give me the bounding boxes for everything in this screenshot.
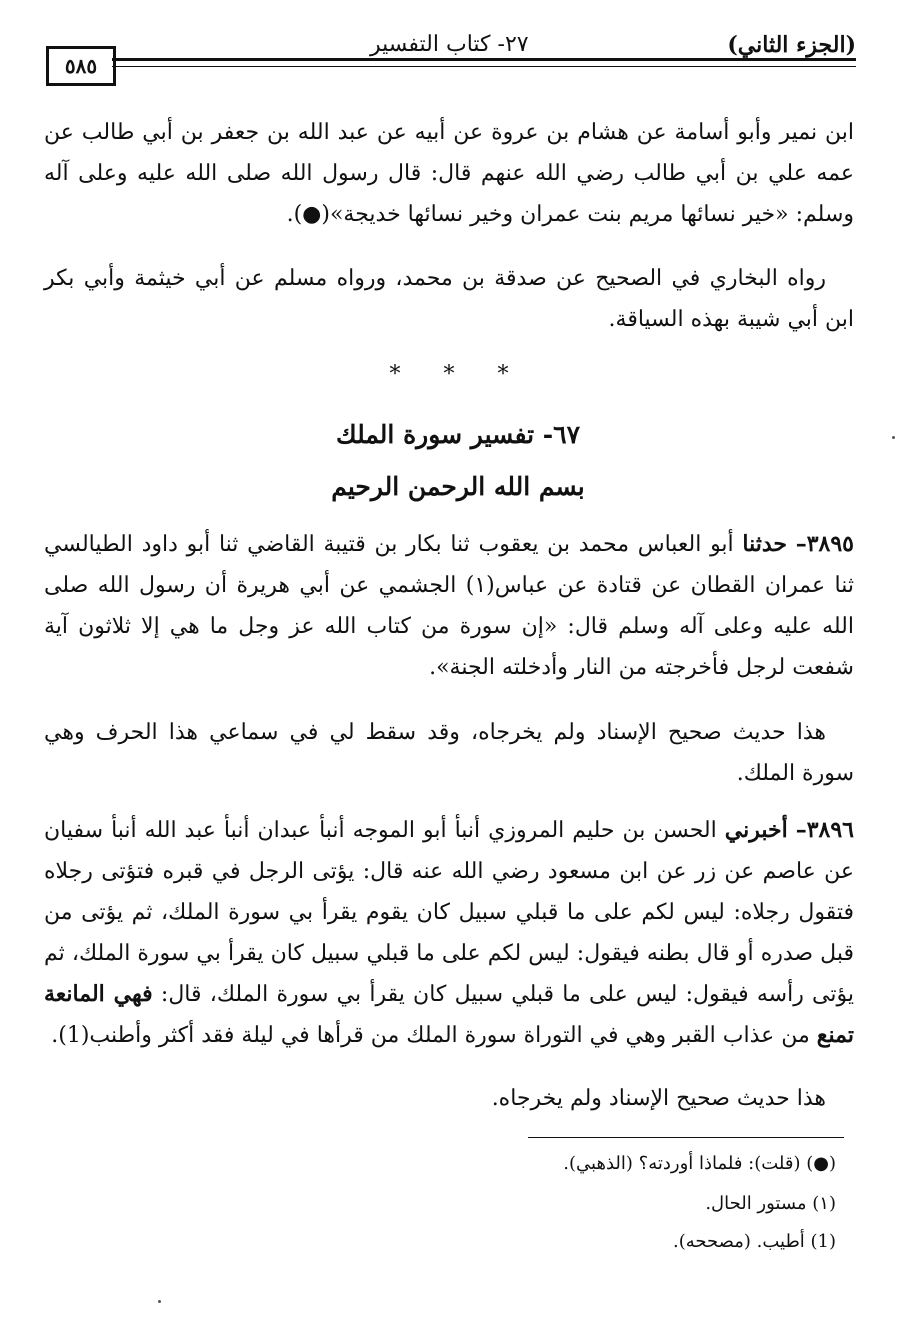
hadith-number: ٣٨٩٦– [795, 817, 854, 843]
header-rule-thin [112, 66, 856, 67]
paragraph-narration-note: رواه البخاري في الصحيح عن صدقة بن محمد، ورواه مسلم عن أبي خيثمة وأبي بكر ابن أبي شيبة بهذه السياقة. [44, 266, 854, 332]
section-separator-stars: * * * [389, 362, 527, 387]
paragraph-hadith-continuation: ابن نمير وأبو أسامة عن هشام بن عروة عن أبيه عن عبد الله بن جعفر بن أبي طالب عن عمه علي بن أبي طالب رضي الله عنهم قال: قال رسول الله صلى الله عليه وعلى آله وسلم: «خير نسائها مريم بنت عمران وخير نسائها خديجة»(●). [44, 120, 854, 227]
book-title: ٢٧- كتاب التفسير [370, 32, 529, 57]
page-number: ٥٨٥ [46, 46, 116, 86]
scan-speck [892, 436, 895, 439]
hadith-text-end: من عذاب القبر وهي في التوراة سورة الملك من قرأها في ليلة فقد أكثر وأطنب(1). [51, 1023, 810, 1048]
volume-label: (الجزء الثاني) [727, 32, 856, 58]
footnote-1: (●) (قلت): فلماذا أوردته؟ (الذهبي). [563, 1153, 836, 1174]
footnote-2: (١) مستور الحال. [705, 1193, 836, 1214]
hadith-lead-word: أخبرني [724, 817, 788, 843]
surah-heading: ٦٧- تفسير سورة الملك [336, 420, 580, 449]
basmala: بسم الله الرحمن الرحيم [331, 472, 585, 501]
hadith-3895-comment: هذا حديث صحيح الإسناد ولم يخرجاه، وقد سقط لي في سماعي هذا الحرف وهي سورة الملك. [44, 720, 854, 786]
running-header [40, 30, 856, 90]
hadith-3896 [44, 810, 854, 1056]
footnote-3: (1) أطيب. (مصححه). [672, 1231, 836, 1252]
footnote-rule [528, 1137, 844, 1138]
hadith-3896-comment: هذا حديث صحيح الإسناد ولم يخرجاه. [491, 1086, 826, 1111]
header-rule-thick [112, 58, 856, 61]
hadith-text-emphasis: فهي المانعة تمنع [44, 981, 854, 1048]
scan-speck [158, 1300, 161, 1303]
hadith-text: أبو العباس محمد بن يعقوب ثنا بكار بن قتيبة القاضي ثنا أبو داود الطيالسي ثنا عمران القطان عن قتادة عن عباس(١) الجشمي عن أبي هريرة أن رسول الله صلى الله عليه وعلى آله وسلم قال: «إن سورة من كتاب الله عز وجل ما هي إلا ثلاثون آية شفعت لرجل فأخرجته من النار وأدخلته الجنة». [44, 532, 854, 680]
hadith-number: ٣٨٩٥– [795, 531, 854, 557]
hadith-3895 [44, 524, 854, 688]
hadith-text: الحسن بن حليم المروزي أنبأ أبو الموجه أنبأ عبدان أنبأ عبد الله أنبأ سفيان عن عاصم عن زر عن ابن مسعود رضي الله عنه قال: يؤتى الرجل في قبره فتؤتى رجلاه فتقول رجلاه: ليس لكم على ما قبلي سبيل كان يقوم يقرأ بي سورة الملك، ثم يؤتى من قبل صدره أو قال بطنه فيقول: ليس لكم على ما قبلي سبيل كان يقرأ بي سورة الملك، ثم يؤتى رأسه فيقول: ليس على ما قبلي سبيل كان يقرأ بي سورة الملك، قال: [44, 818, 854, 1007]
hadith-lead-word: حدثنا [742, 531, 788, 557]
